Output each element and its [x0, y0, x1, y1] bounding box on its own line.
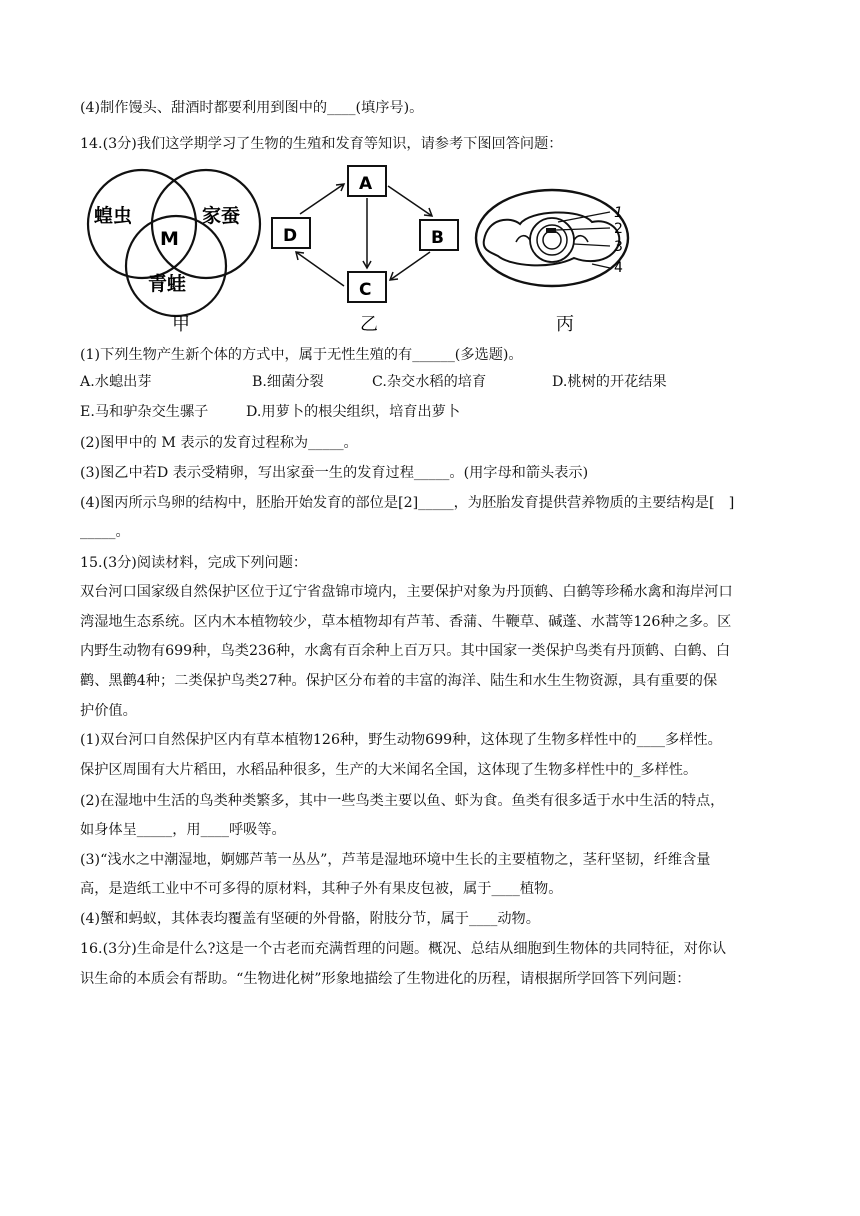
cycle-label-a: A — [359, 174, 373, 194]
q15-3-line-cont: 高，是造纸工业中不可多得的原材料，其种子外有果皮包被，属于____植物。 — [80, 881, 563, 897]
egg-chalaza — [516, 236, 588, 242]
q15-passage-2: 湾湿地生态系统。区内木本植物较少，草本植物却有芦苇、香蒲、牛鞭草、碱蓬、水蒿等126种之多。区 — [80, 614, 732, 630]
egg-germinal-disc — [546, 228, 556, 233]
q15-passage-4: 鹳、黑鹳4种；二类保护鸟类27种。保护区分布着的丰富的海洋、陆生和水生生物资源，具有重要的保 — [80, 673, 718, 689]
egg-white — [484, 212, 620, 265]
venn-label-m: M — [160, 228, 179, 250]
venn-label-locust: 蝗虫 — [94, 205, 133, 227]
figure-label-jia: 甲 — [172, 314, 190, 335]
cycle-label-b: B — [431, 228, 444, 248]
figure-yi-cycle — [272, 166, 458, 335]
figure-jia-venn — [88, 170, 260, 335]
option-d: D.桃树的开花结果 — [552, 374, 667, 390]
option-c: C.杂交水稻的培育 — [372, 374, 487, 390]
figure-bing-egg — [476, 190, 628, 335]
q15-passage-5: 护价值。 — [80, 703, 137, 719]
reproduction-figure — [80, 160, 640, 336]
egg-label-4: 4 — [614, 260, 623, 276]
q14-heading: 14.(3分)我们这学期学习了生物的生殖和发育等知识，请参考下图回答问题： — [80, 136, 563, 152]
cycle-label-c: C — [359, 280, 372, 300]
cycle-arrows — [296, 184, 432, 286]
q15-2-line-cont: 如身体呈_____，用____呼吸等。 — [80, 822, 286, 838]
q15-2-line: (2)在湿地中生活的鸟类种类繁多，其中一些鸟类主要以鱼、虾为食。鱼类有很多适于水中生活的特点， — [80, 793, 725, 809]
q15-3-line: (3)“浅水之中潮湿地，婀娜芦苇一丛丛”，芦苇是湿地环境中生长的主要植物之，茎秆坚韧，纤维含量 — [80, 852, 711, 868]
figure-label-yi: 乙 — [360, 314, 378, 335]
venn-label-silkworm: 家蚕 — [202, 205, 241, 227]
cycle-label-d: D — [283, 226, 298, 246]
option-b: B.细菌分裂 — [252, 374, 324, 390]
q14-1-line: (1)下列生物产生新个体的方式中，属于无性生殖的有______(多选题)。 — [80, 347, 523, 363]
egg-label-1: 1 — [614, 205, 623, 221]
egg-label-2: 2 — [614, 221, 623, 237]
venn-label-frog: 青蛙 — [148, 273, 187, 295]
figure-label-bing: 丙 — [556, 314, 574, 335]
q15-4-line: (4)蟹和蚂蚁，其体表均覆盖有坚硬的外骨骼，附肢分节，属于____动物。 — [80, 911, 540, 927]
q15-1-line: (1)双台河口自然保护区内有草本植物126种，野生动物699种，这体现了生物多样性中的____多样性。 — [80, 732, 722, 748]
egg-shell — [476, 190, 628, 286]
q14-4-line-cont: _____。 — [80, 524, 130, 540]
option-a: A.水螅出芽 — [80, 374, 152, 390]
q15-heading: 15.(3分)阅读材料，完成下列问题： — [80, 555, 308, 571]
q15-passage-1: 双台河口国家级自然保护区位于辽宁省盘锦市境内，主要保护对象为丹顶鹤、白鹤等珍稀水禽和海岸河口 — [80, 584, 733, 600]
q14-3-line: (3)图乙中若D 表示受精卵，写出家蚕一生的发育过程_____。(用字母和箭头表示) — [80, 465, 589, 481]
q14-2-line: (2)图甲中的 M 表示的发育过程称为_____。 — [80, 435, 358, 451]
q16-heading: 16.(3分)生命是什么?这是一个古老而充满哲理的问题。概况、总结从细胞到生物体的共同特征，对你认 — [80, 941, 727, 957]
q14-4-line: (4)图丙所示鸟卵的结构中，胚胎开始发育的部位是[2]_____，为胚胎发育提供营养物质的主要结构是[ ] — [80, 495, 735, 511]
option-e: E.马和驴杂交生骡子 — [80, 404, 209, 420]
option-f: D.用萝卜的根尖组织，培育出萝卜 — [246, 404, 461, 420]
egg-label-3: 3 — [614, 239, 623, 255]
q16-heading-cont: 识生命的本质会有帮助。“生物进化树”形象地描绘了生物进化的历程，请根据所学回答下列问题： — [80, 971, 691, 987]
q15-1-line-cont: 保护区周围有大片稻田，水稻品种很多，生产的大米闻名全国，这体现了生物多样性中的_多样性。 — [80, 762, 698, 778]
q15-passage-3: 内野生动物有699种，鸟类236种，水禽有百余种上百万只。其中国家一类保护鸟类有丹顶鹤、白鹤、白 — [80, 643, 731, 659]
q13-4-line: (4)制作馒头、甜酒时都要利用到图中的____(填序号)。 — [80, 100, 424, 116]
